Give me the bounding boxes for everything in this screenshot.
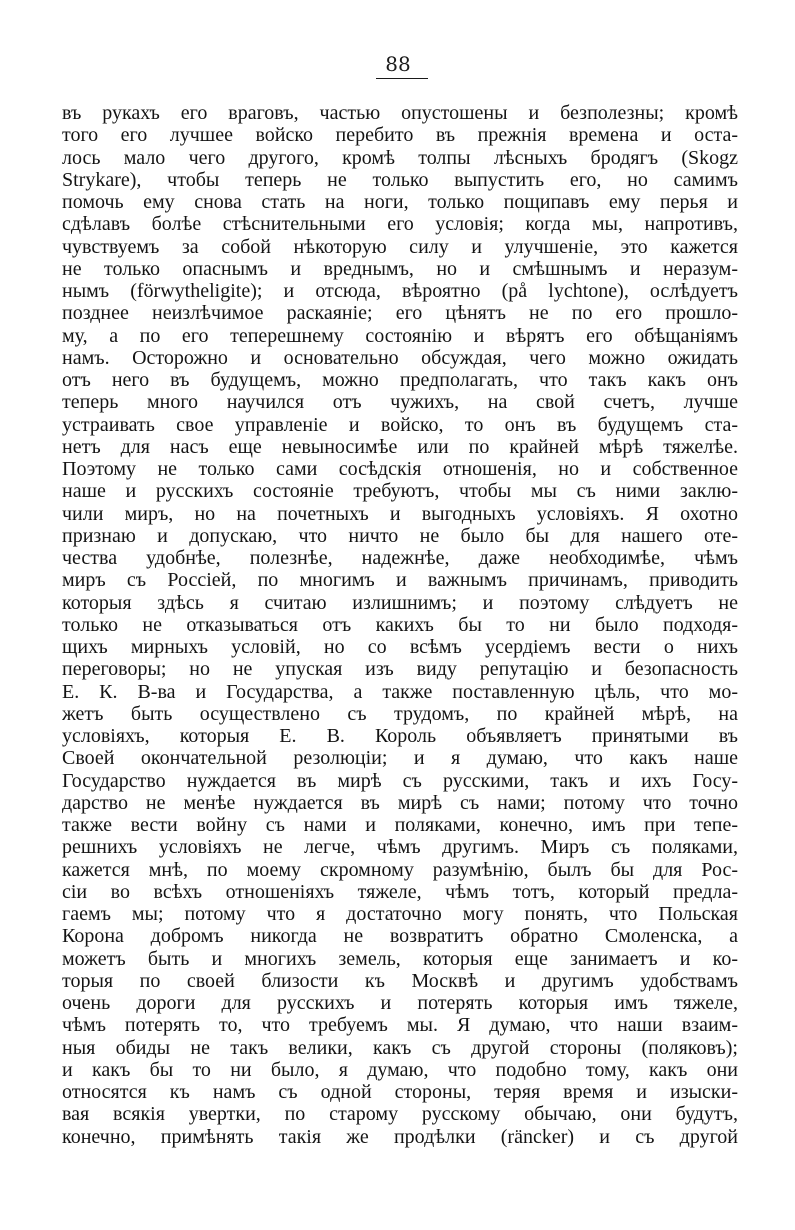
text-line: которыя здѣсь я считаю излишнимъ; и поэтому слѣдуетъ не: [62, 591, 738, 614]
text-line: отъ него въ будущемъ, можно предполагать, что такъ какъ онъ: [62, 369, 738, 391]
text-line: и какъ бы то ни было, я думаю, что подобно тому, какъ они: [62, 1058, 738, 1081]
text-line: только не отказываться отъ какихъ бы то ни было подходя-: [62, 613, 738, 636]
text-line: Государство нуждается въ мирѣ съ русскими, такъ и ихъ Госу-: [62, 769, 738, 792]
text-line: чили миръ, но на почетныхъ и выгодныхъ условіяхъ. Я охотно: [62, 502, 738, 525]
text-line: устраивать свое управленіе и войско, то онъ въ будущемъ ста-: [62, 413, 738, 436]
text-line: щихъ мирныхъ условій, но со всѣмъ усердіемъ вести о нихъ: [62, 636, 738, 658]
text-line: Корона добромъ никогда не возвратитъ обратно Смоленска, а: [62, 925, 738, 948]
text-line: гаемъ мы; потому что я достаточно могу понять, что Польская: [62, 903, 738, 925]
text-line: сіи во всѣхъ отношеніяхъ тяжеле, чѣмъ тотъ, который предла-: [62, 880, 738, 903]
text-line: чѣмъ потерять то, что требуемъ мы. Я думаю, что наши взаим-: [62, 1014, 738, 1037]
text-line: относятся къ намъ съ одной стороны, теряя время и изыски-: [62, 1081, 738, 1103]
text-line: того его лучшее войско перебито въ прежнія времена и оста-: [62, 124, 738, 147]
text-line: вая всякія увертки, по старому русскому обычаю, они будутъ,: [62, 1103, 738, 1126]
text-line: въ рукахъ его враговъ, частью опустошены и безполезны; кромѣ: [62, 102, 738, 124]
text-line: условіяхъ, которыя Е. В. Король объявляетъ принятыми въ: [62, 725, 738, 747]
text-line: Е. К. В-ва и Государства, а также поставленную цѣль, что мо-: [62, 680, 738, 703]
text-line: можетъ быть и многихъ земель, которыя еще занимаетъ и ко-: [62, 947, 738, 970]
text-line: не только опаснымъ и вреднымъ, но и смѣшнымъ и неразум-: [62, 257, 738, 280]
text-line: очень дороги для русскихъ и потерять которыя имъ тяжеле,: [62, 992, 738, 1014]
text-line: также вести войну съ нами и поляками, конечно, имъ при тепе-: [62, 814, 738, 836]
text-line: переговоры; но не упуская изъ виду репутацію и безопасность: [62, 658, 738, 681]
text-line: нетъ для насъ еще невыносимѣе или по крайней мѣрѣ тяжелѣе.: [62, 435, 738, 458]
text-line: ныя обиды не такъ велики, какъ съ другой стороны (поляковъ);: [62, 1036, 738, 1059]
text-line: позднее неизлѣчимое раскаяніе; его цѣнятъ не по его прошло-: [62, 302, 738, 325]
text-line: наше и русскихъ состояніе требуютъ, чтобы мы съ ними заклю-: [62, 480, 738, 503]
text-line: кажется мнѣ, по моему скромному разумѣнію, былъ бы для Рос-: [62, 858, 738, 881]
text-line: теперь много научился отъ чужихъ, на свой счетъ, лучше: [62, 391, 738, 414]
page-number-rule: [376, 78, 428, 79]
text-line: решнихъ условіяхъ не легче, чѣмъ другимъ. Миръ съ поляками,: [62, 836, 738, 859]
text-line: торыя по своей близости къ Москвѣ и другимъ удобствамъ: [62, 969, 738, 992]
body-text: [62, 102, 738, 1148]
text-line: сдѣлавъ болѣе стѣснительными его условія; когда мы, напротивъ,: [62, 213, 738, 236]
text-line: Своей окончательной резолюціи; и я думаю, что какъ наше: [62, 747, 738, 770]
text-line: конечно, примѣнять такія же продѣлки (räncker) и съ другой: [62, 1125, 738, 1148]
text-line: му, а по его теперешнему состоянію и вѣрятъ его обѣщаніямъ: [62, 324, 738, 347]
text-line: намъ. Осторожно и основательно обсуждая, чего можно ожидать: [62, 346, 738, 369]
page-number: 88: [385, 52, 411, 76]
text-line: жетъ быть осуществлено съ трудомъ, по крайней мѣрѣ, на: [62, 702, 738, 725]
text-line: лось мало чего другого, кромѣ толпы лѣсныхъ бродягъ (Skogz: [62, 146, 738, 169]
text-line: Strykare), чтобы теперь не только выпустить его, но самимъ: [62, 168, 738, 191]
text-line: чества удобнѣе, полезнѣе, надежнѣе, даже необходимѣе, чѣмъ: [62, 547, 738, 569]
text-line: нымъ (förwytheligite); и отсюда, вѣроятно (på lychtone), ослѣдуетъ: [62, 280, 738, 302]
text-line: дарство не менѣе нуждается въ мирѣ съ нами; потому что точно: [62, 791, 738, 814]
text-line: Поэтому не только сами сосѣдскія отношенія, но и собственное: [62, 458, 738, 480]
text-line: помочь ему снова стать на ноги, только пощипавъ ему перья и: [62, 191, 738, 213]
text-line: миръ съ Россіей, по многимъ и важнымъ причинамъ, приводить: [62, 569, 738, 592]
text-line: чувствуемъ за собой нѣкоторую силу и улучшеніе, это кажется: [62, 235, 738, 258]
text-line: признаю и допускаю, что ничто не было бы для нашего оте-: [62, 524, 738, 547]
